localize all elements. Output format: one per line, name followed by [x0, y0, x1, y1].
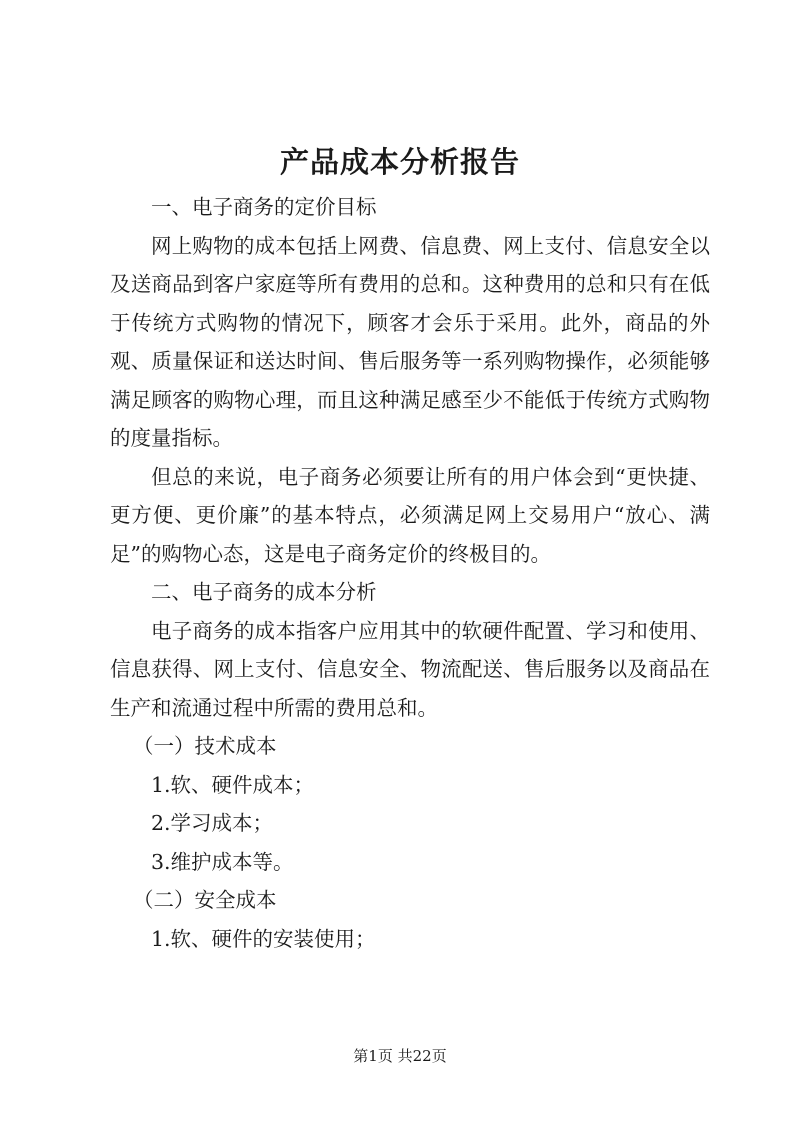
- body-paragraph: 电子商务的成本指客户应用其中的软硬件配置、学习和使用、信息获得、网上支付、信息安全、物流配送、售后服务以及商品在生产和流通过程中所需的费用总和。: [110, 618, 710, 720]
- page-footer: 第1页 共22页: [353, 1047, 447, 1065]
- subsection-heading: （一）技术成本: [133, 734, 277, 758]
- document-title: 产品成本分析报告: [279, 145, 520, 179]
- section-heading-2: 二、电子商务的成本分析: [151, 580, 377, 604]
- list-item: 1.软、硬件的安装使用；: [151, 926, 376, 951]
- list-item: 3.维护成本等。: [151, 849, 294, 874]
- section-heading-1: 一、电子商务的定价目标: [151, 195, 377, 219]
- body-paragraph: 网上购物的成本包括上网费、信息费、网上支付、信息安全以及送商品到客户家庭等所有费用的总和。这种费用的总和只有在低于传统方式购物的情况下，顾客才会乐于采用。此外，商品的外观、质量保证和送达时间、售后服务等一系列购物操作，必须能够满足顾客的购物心理，而且这种满足感至少不能低于传统方式购物的度量指标。: [110, 233, 710, 450]
- subsection-heading: （二）安全成本: [133, 888, 277, 912]
- body-paragraph: 但总的来说，电子商务必须要让所有的用户体会到“更快捷、更方便、更价廉”的基本特点，必须满足网上交易用户“放心、满足”的购物心态，这是电子商务定价的终极目的。: [110, 464, 710, 566]
- list-item: 1.软、硬件成本；: [151, 772, 315, 797]
- list-item: 2.学习成本；: [151, 811, 274, 835]
- document-body: [110, 188, 710, 958]
